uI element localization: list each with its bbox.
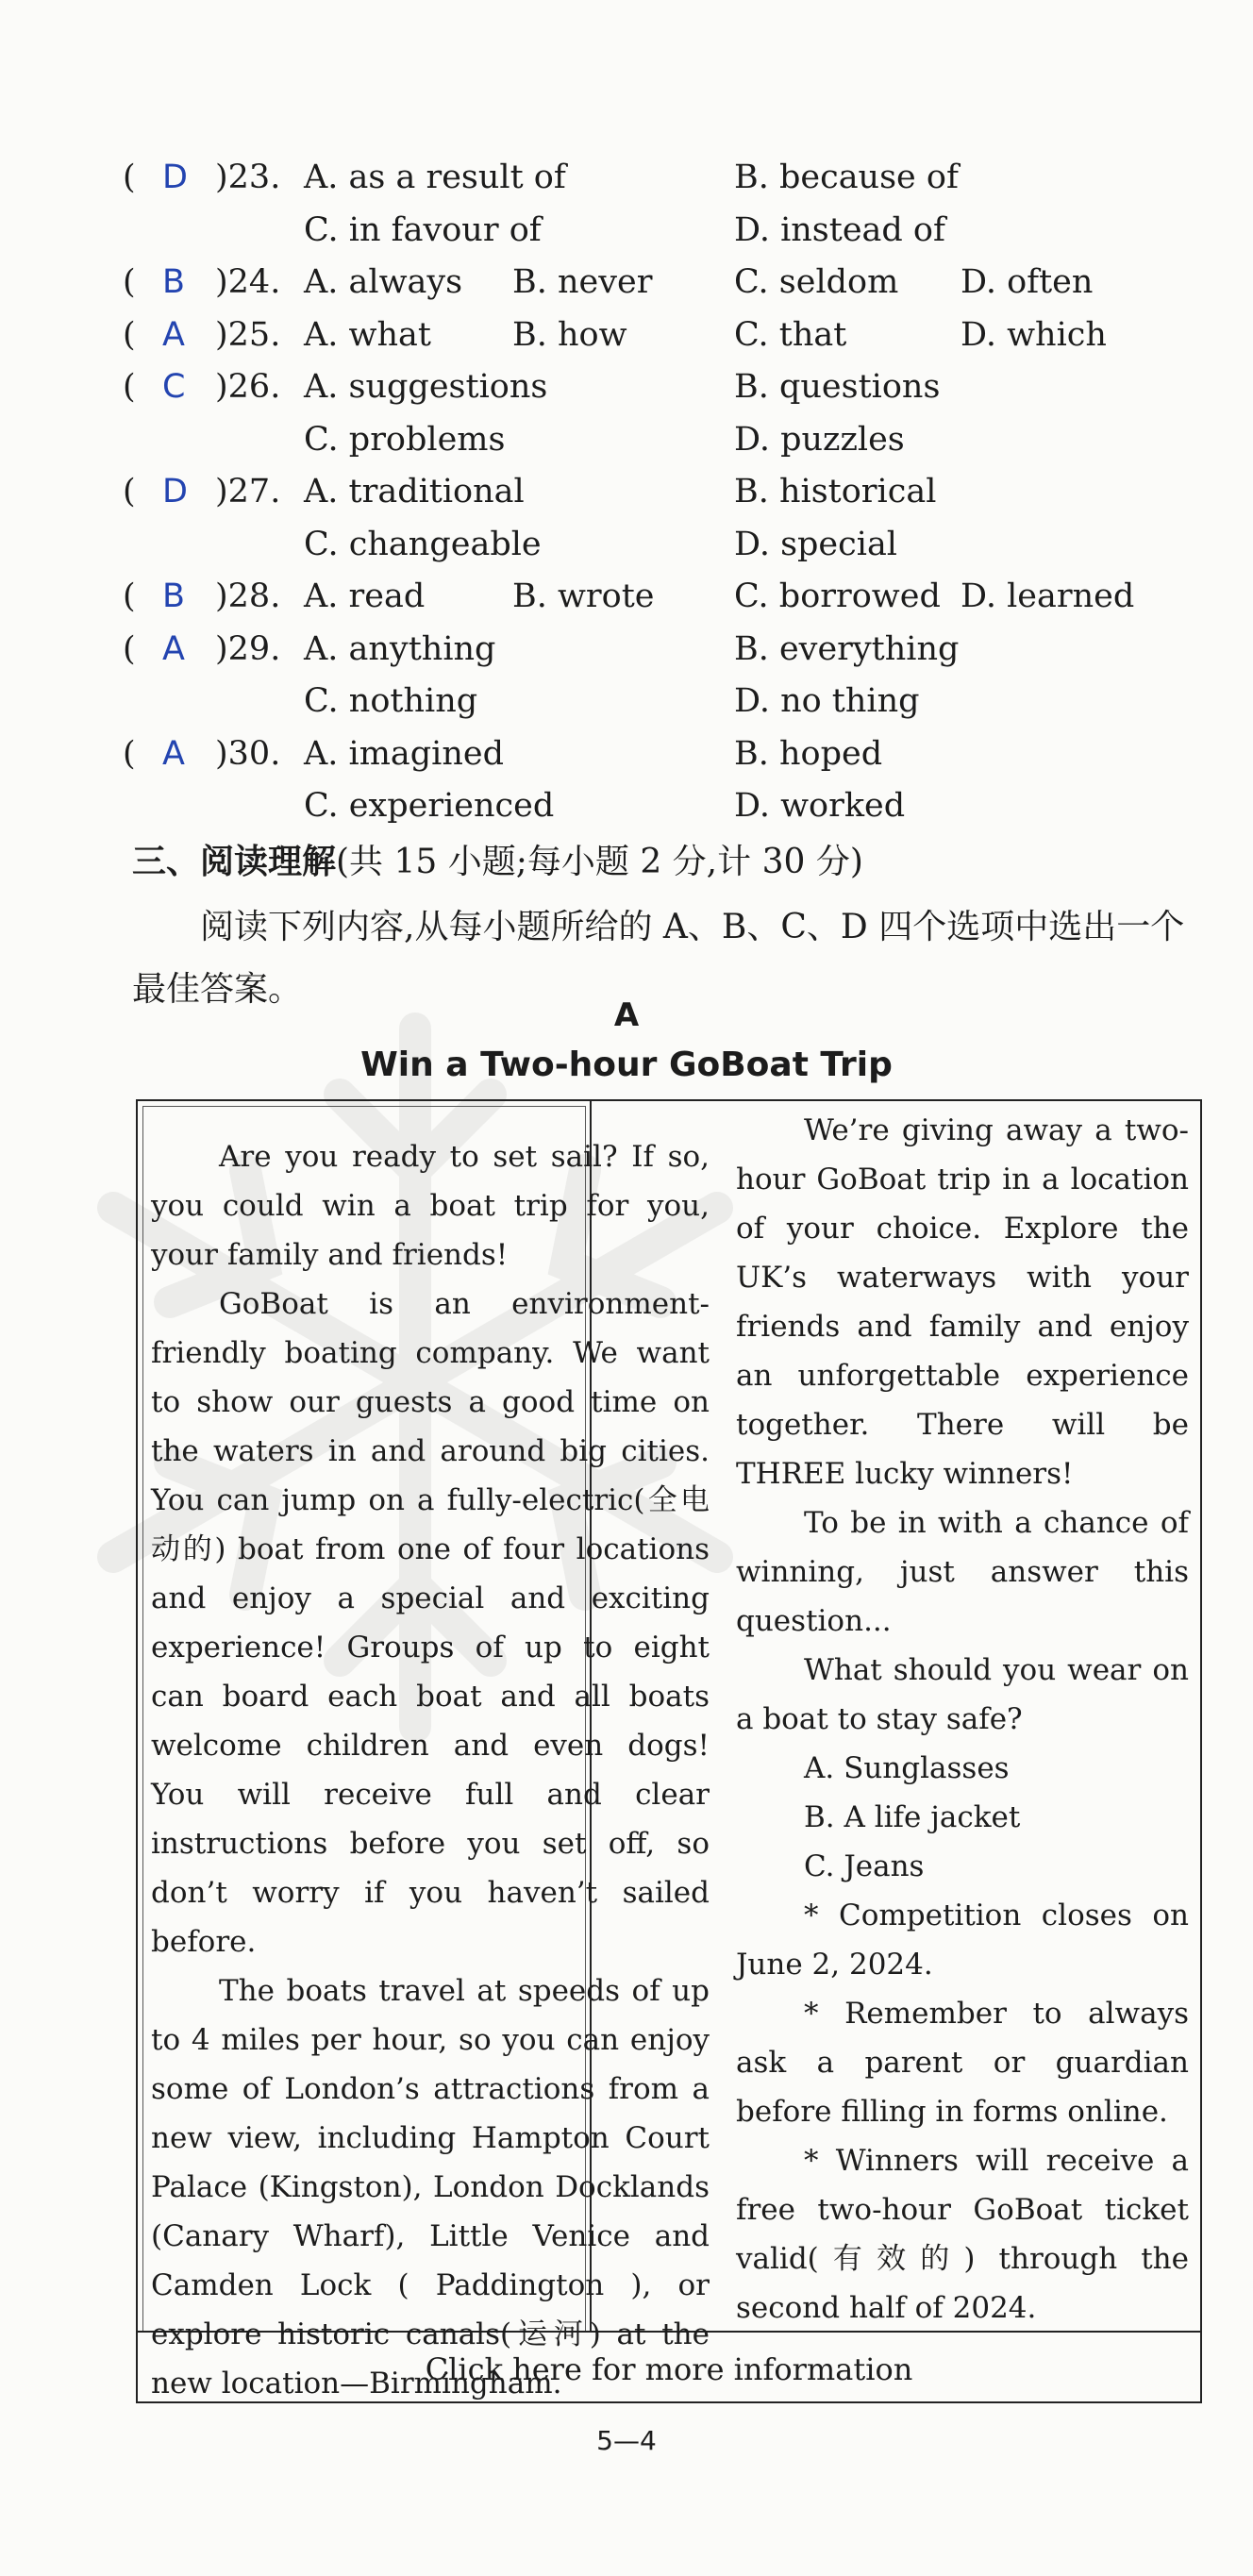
option-c: C. that (734, 315, 847, 354)
option-b: B. hoped (734, 734, 883, 773)
section-heading: 三、阅读理解 (132, 843, 337, 881)
passage-right-column (736, 1106, 1189, 2333)
option-c: C. borrowed (734, 577, 941, 615)
answer-letter: A (162, 734, 185, 773)
option-c: C. in favour of (304, 210, 542, 249)
option-d: D. which (961, 315, 1107, 354)
option-c: C. changeable (304, 525, 542, 563)
quiz-option: C. Jeans (804, 1849, 925, 1883)
option-c: C. seldom (734, 263, 899, 301)
option-d: D. instead of (734, 210, 945, 249)
more-info-link[interactable]: Click here for more information (425, 2351, 913, 2387)
question-paren: ( (123, 473, 136, 510)
question-number: )24. (215, 263, 281, 301)
passage-title: Win a Two-hour GoBoat Trip (360, 1045, 893, 1084)
answer-letter: C (162, 368, 186, 406)
answer-letter: B (162, 577, 186, 615)
option-a: A. always (304, 263, 463, 301)
quiz-option: A. Sunglasses (804, 1751, 1010, 1785)
competition-note: * Competition closes on June 2, 2024. (736, 1899, 1189, 1982)
question-number: )23. (215, 159, 281, 196)
option-d: D. puzzles (734, 420, 905, 459)
question-number: )27. (215, 473, 281, 510)
option-c: C. experienced (304, 787, 555, 825)
option-d: D. often (961, 263, 1094, 301)
option-a: A. traditional (304, 473, 525, 510)
question-paren: ( (123, 159, 136, 196)
option-d: D. learned (961, 577, 1135, 615)
option-a: A. anything (304, 629, 496, 668)
question-paren: ( (123, 734, 136, 773)
right-paragraph: What should you wear on a boat to stay safe? (736, 1653, 1189, 1736)
answer-letter: D (162, 159, 188, 196)
question-number: )30. (215, 734, 281, 773)
right-paragraph: We’re giving away a two-hour GoBoat trip in a location of your choice. Explore the UK’s waterways with your friends and family and enjoy an unforgettable experience together. There will be THREE lucky winners! (736, 1113, 1189, 1491)
left-paragraph: GoBoat is an environment-friendly boating company. We want to show our guests a good time on the waters in and around big cities. You can jump on a fully-electric(全电动的) boat from one of four locations and enjoy a special and exciting experience! Groups of up to eight can board each boat and all boats welcome children and even dogs! You will receive full and clear instructions before you set off, so don’t worry if you haven’t sailed before. (151, 1287, 710, 1959)
option-b: B. how (512, 315, 627, 354)
question-paren: ( (123, 263, 136, 301)
option-b: B. questions (734, 368, 941, 406)
option-a: A. what (304, 315, 431, 354)
page-number: 5—4 (596, 2425, 657, 2456)
question-paren: ( (123, 577, 136, 615)
option-b: B. everything (734, 629, 960, 668)
option-d: D. worked (734, 787, 906, 825)
question-paren: ( (123, 629, 136, 668)
question-number: )25. (215, 315, 281, 354)
option-c: C. problems (304, 420, 506, 459)
left-paragraph: Are you ready to set sail? If so, you could win a boat trip for you, your family and friends! (151, 1140, 710, 1272)
passage-letter: A (613, 996, 640, 1034)
section-title (132, 835, 863, 883)
answer-letter: A (162, 315, 185, 354)
option-a: A. read (304, 577, 426, 615)
question-number: )26. (215, 368, 281, 406)
competition-note: * Winners will receive a free two-hour GoBoat ticket valid(有效的) through the second half of 2024. (736, 2144, 1189, 2325)
left-paragraph: The boats travel at speeds of up to 4 miles per hour, so you can enjoy some of London’s attractions from a new view, including Hampton Court Palace (Kingston), London Docklands (Canary Wharf), Little Venice and Camden Lock ( Paddington ), or explore historic canals(运河) at the new location—Birmingham. (151, 1974, 710, 2400)
answer-letter: D (162, 473, 188, 510)
option-b: B. never (512, 263, 653, 301)
option-a: A. as a result of (304, 159, 566, 196)
option-c: C. nothing (304, 682, 478, 720)
answer-letter: A (162, 629, 185, 668)
option-b: B. wrote (512, 577, 655, 615)
quiz-option: B. A life jacket (804, 1800, 1021, 1834)
question-paren: ( (123, 368, 136, 406)
question-paren: ( (123, 315, 136, 354)
right-paragraph: To be in with a chance of winning, just answer this question... (736, 1506, 1189, 1638)
option-a: A. imagined (304, 734, 505, 773)
option-b: B. because of (734, 159, 959, 196)
option-d: D. special (734, 525, 898, 563)
answer-letter: B (162, 263, 186, 301)
question-number: )29. (215, 629, 281, 668)
competition-note: * Remember to always ask a parent or guardian before filling in forms online. (736, 1997, 1189, 2129)
passage-left-column (151, 1132, 710, 2408)
option-d: D. no thing (734, 682, 920, 720)
option-b: B. historical (734, 473, 937, 510)
question-number: )28. (215, 577, 281, 615)
section-scoring: (共 15 小题;每小题 2 分,计 30 分) (336, 843, 863, 881)
option-a: A. suggestions (304, 368, 548, 406)
section-instruction: 阅读下列内容,从每小题所给的 A、B、C、D 四个选项中选出一个最佳答案。 (132, 908, 1185, 1009)
